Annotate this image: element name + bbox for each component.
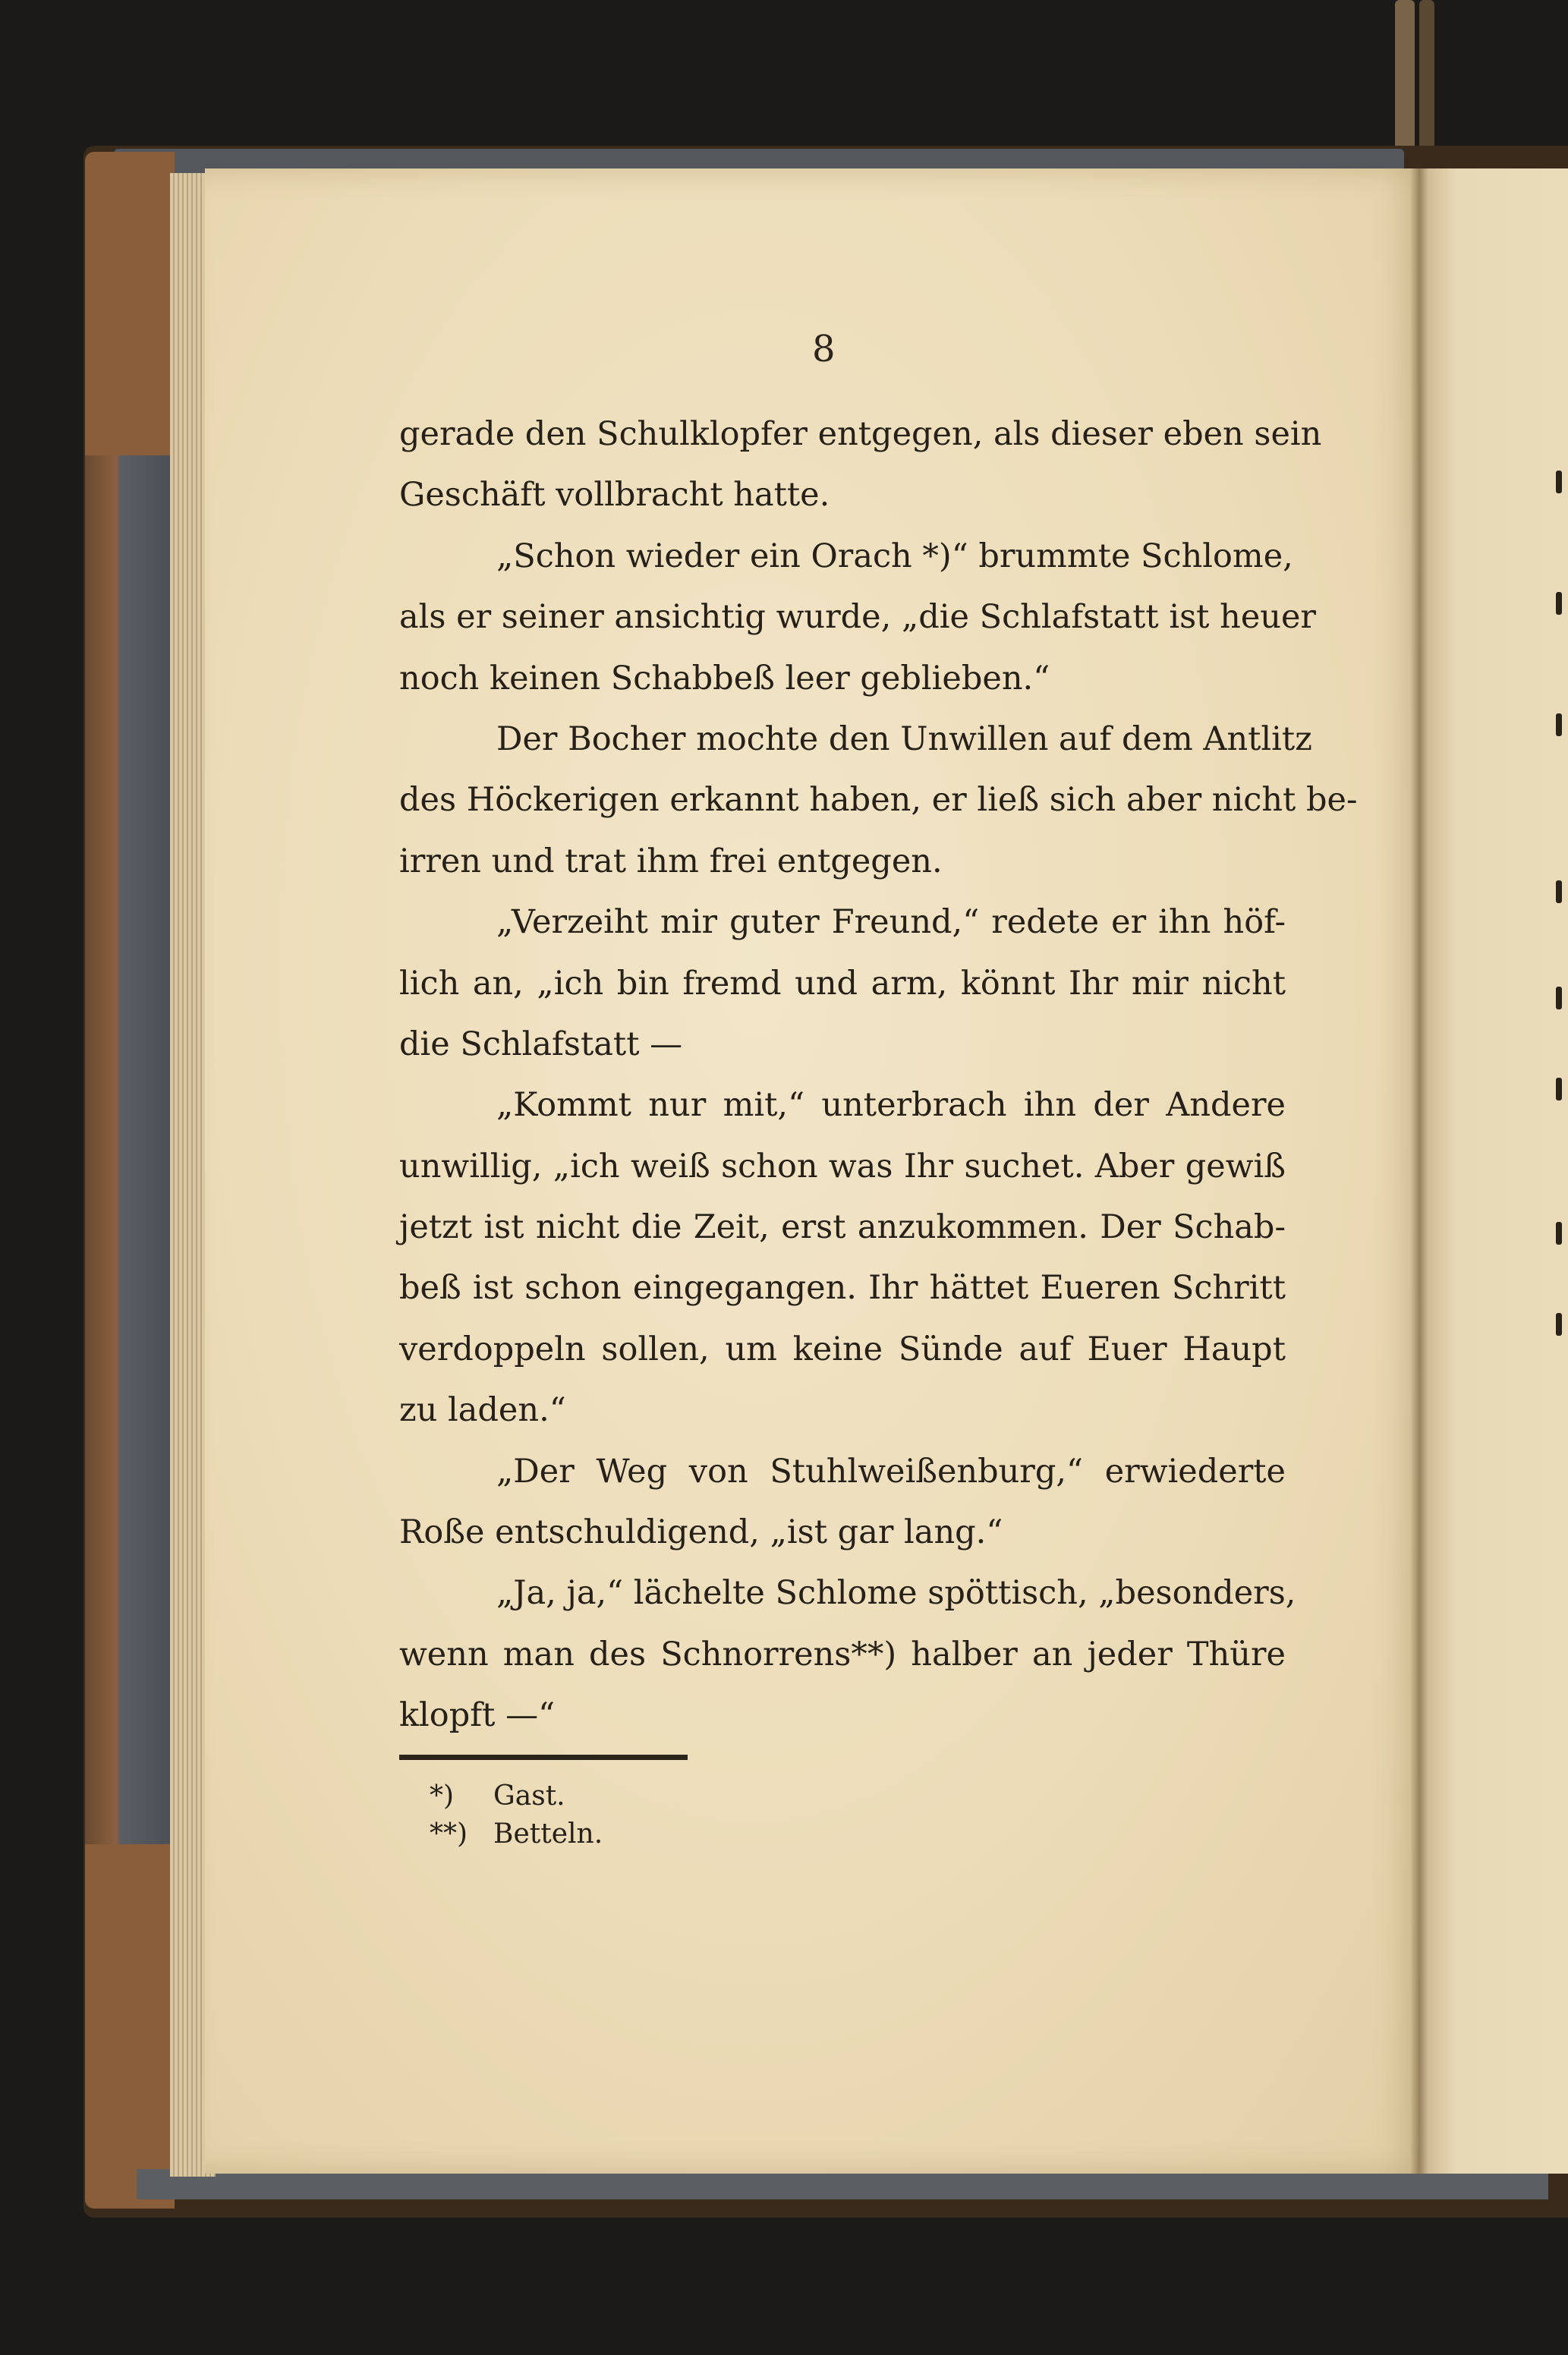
- page-gutter: [1410, 168, 1428, 2174]
- text-line: klopft —“: [399, 1696, 556, 1735]
- footnote-rule: [399, 1755, 688, 1760]
- cover-corner-top: [85, 152, 175, 455]
- text-line: verdoppeln sollen, um keine Sünde auf Euer Haupt: [399, 1330, 1286, 1368]
- footnote-marker: **): [430, 1818, 468, 1850]
- text-line: als er seiner ansichtig wurde, „die Schlafstatt ist heuer: [399, 598, 1316, 637]
- text-line: Roße entschuldigend, „ist gar lang.“: [399, 1513, 1003, 1552]
- cover-corner-bottom: [85, 1844, 175, 2209]
- text-line: noch keinen Schabbeß leer geblieben.“: [399, 659, 1050, 697]
- text-line: Geschäft vollbracht hatte.: [399, 476, 830, 515]
- footnotes: [430, 1777, 603, 1853]
- cover-bottom-edge: [137, 2169, 1548, 2199]
- right-page-ink-marks: [1556, 455, 1568, 1518]
- right-page-edge: [1419, 168, 1568, 2174]
- text-line: „Kommt nur mit,“ unterbrach ihn der Andere: [496, 1086, 1286, 1125]
- binding-thread-2: [1419, 0, 1434, 152]
- text-line: „Der Weg von Stuhlweißenburg,“ erwiederte: [496, 1452, 1286, 1491]
- footnote: [430, 1777, 603, 1815]
- text-line: „Verzeiht mir guter Freund,“ redete er ihn höf-: [496, 903, 1286, 942]
- page-number: 8: [812, 328, 836, 370]
- text-line: „Schon wieder ein Orach *)“ brummte Schlome,: [496, 537, 1293, 575]
- text-line: des Höckerigen erkannt haben, er ließ sich aber nicht be-: [399, 781, 1358, 820]
- text-line: gerade den Schulklopfer entgegen, als dieser eben sein: [399, 415, 1322, 453]
- text-line: Der Bocher mochte den Unwillen auf dem Antlitz: [496, 719, 1312, 758]
- text-line: „Ja, ja,“ lächelte Schlome spöttisch, „besonders,: [496, 1574, 1296, 1613]
- footnote: [430, 1815, 603, 1853]
- footnote-text: Betteln.: [493, 1818, 603, 1850]
- text-line: wenn man des Schnorrens**) halber an jeder Thüre: [399, 1635, 1286, 1673]
- text-line: die Schlafstatt —: [399, 1025, 683, 1063]
- text-line: irren und trat ihm frei entgegen.: [399, 842, 943, 880]
- text-line: lich an, „ich bin fremd und arm, könnt Ihr mir nicht: [399, 964, 1286, 1003]
- footnote-marker: *): [430, 1780, 455, 1812]
- text-line: unwillig, „ich weiß schon was Ihr suchet. Aber gewiß: [399, 1147, 1286, 1185]
- footnote-text: Gast.: [493, 1780, 565, 1812]
- body-text: [399, 404, 1358, 1746]
- text-line: beß ist schon eingegangen. Ihr hättet Eueren Schritt: [399, 1269, 1286, 1308]
- text-line: jetzt ist nicht die Zeit, erst anzukommen. Der Schab-: [399, 1208, 1286, 1247]
- text-line: zu laden.“: [399, 1391, 566, 1430]
